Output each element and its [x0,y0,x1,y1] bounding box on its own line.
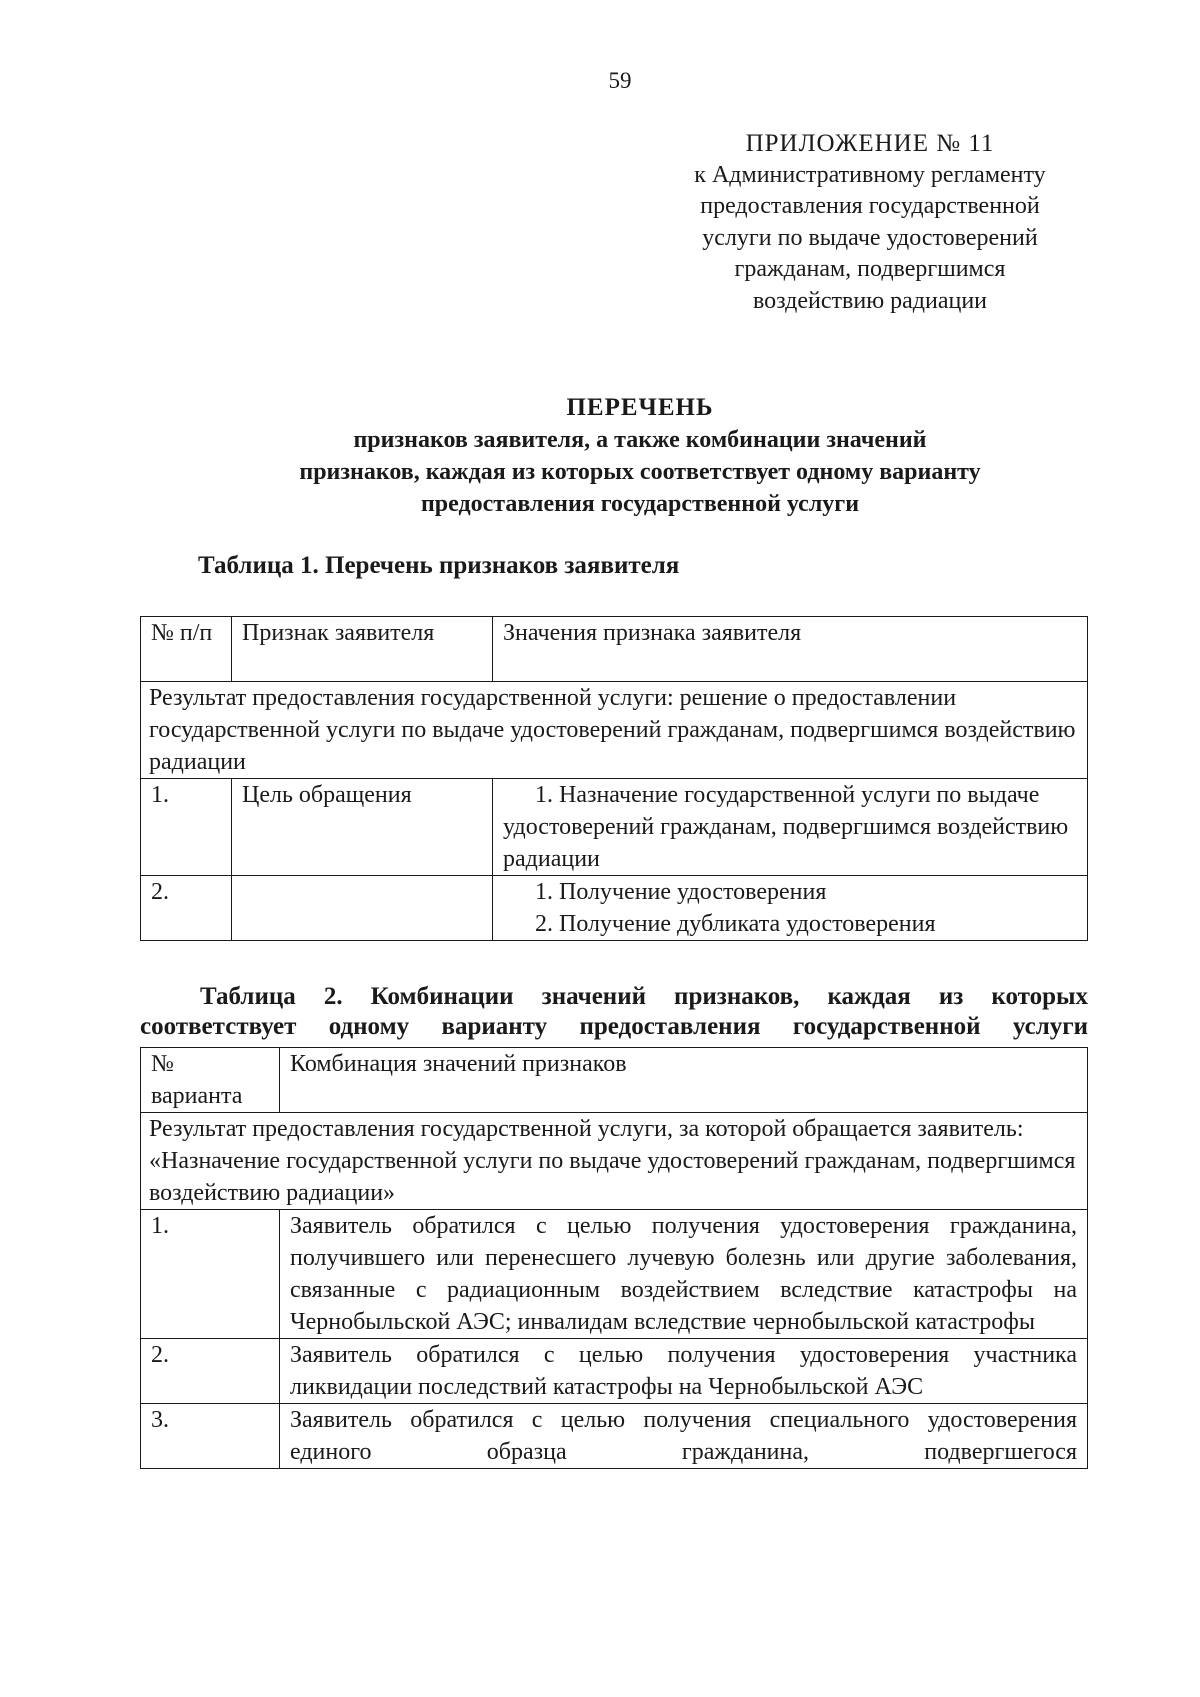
feature-value: 2. Получение дубликата удостоверения [535,911,936,937]
combination-text: Заявитель обратился с целью получения удостоверения гражданина, получившего или перенесшего лучевую болезнь или другие заболевания, связанные с радиационным воздействием вследствие катастрофы на Чернобыльской АЭС; инвалидам вследствие чернобыльской катастрофы [280,1210,1088,1339]
feature-value: 1. Назначение государственной услуги по выдаче удостоверений гражданам, подвергшимся воздействию радиации [493,779,1088,876]
document-title-line: признаков заявителя, а также комбинации значений [353,427,927,453]
feature-combinations-table [140,1047,1088,1469]
combination-text: Заявитель обратился с целью получения удостоверения участника ликвидации последствий катастрофы на Чернобыльской АЭС [280,1339,1088,1404]
feature-value: 1. Получение удостоверения [535,879,827,905]
feature-name [232,876,493,941]
combination-text: Заявитель обратился с целью получения специального удостоверения единого образца гражданина, подвергшегося [280,1404,1088,1469]
variant-number: 3. [141,1404,280,1469]
appendix-line: воздействию радиации [752,287,988,314]
result-row [141,682,1088,779]
result-cell: Результат предоставления государственной услуги, за которой обращается заявитель: «Назначение государственной услуги по выдаче удостоверений гражданам, подвергшимся воздействию радиации» [141,1113,1088,1210]
column-header-values: Значения признака заявителя [493,617,1088,682]
table-header-row [141,1048,1088,1113]
table2-caption: Таблица 2. Комбинации значений признаков, каждая из которых соответствует одному варианту предоставления государственной услуги [140,983,1088,1040]
document-title-line: признаков, каждая из которых соответствует одному варианту [299,459,981,485]
appendix-line: услуги по выдаче удостоверений [702,224,1038,251]
row-number: 1. [141,779,232,876]
applicant-features-table [140,616,1088,941]
appendix-line: предоставления государственной [700,193,1040,220]
row-number: 2. [141,876,232,941]
appendix-line: гражданам, подвергшимся [734,256,1006,283]
table-header-row [141,617,1088,682]
result-row [141,1113,1088,1210]
result-cell: Результат предоставления государственной услуги: решение о предоставлении государственной услуги по выдаче удостоверений гражданам, подвергшимся воздействию радиации [141,682,1088,779]
appendix-line: к Административному регламенту [694,161,1046,188]
feature-values [493,876,1088,941]
variant-number: 2. [141,1339,280,1404]
column-header-combination: Комбинация значений признаков [280,1048,1088,1113]
table-row [141,1210,1088,1339]
table-row [141,876,1088,941]
column-header-feature: Признак заявителя [232,617,493,682]
page-number: 59 [608,68,632,93]
table-row [141,779,1088,876]
appendix-header [640,128,1100,318]
document-heading: ПЕРЕЧЕНЬ [566,394,714,421]
table1-caption: Таблица 1. Перечень признаков заявителя [198,552,680,579]
appendix-title: ПРИЛОЖЕНИЕ № 11 [745,130,995,157]
document-title [140,392,1140,520]
table-row [141,1339,1088,1404]
document-title-line: предоставления государственной услуги [420,491,860,517]
column-header-number: № п/п [141,617,232,682]
feature-name: Цель обращения [232,779,493,876]
column-header-variant: № варианта [141,1048,280,1113]
table-row [141,1404,1088,1469]
variant-number: 1. [141,1210,280,1339]
